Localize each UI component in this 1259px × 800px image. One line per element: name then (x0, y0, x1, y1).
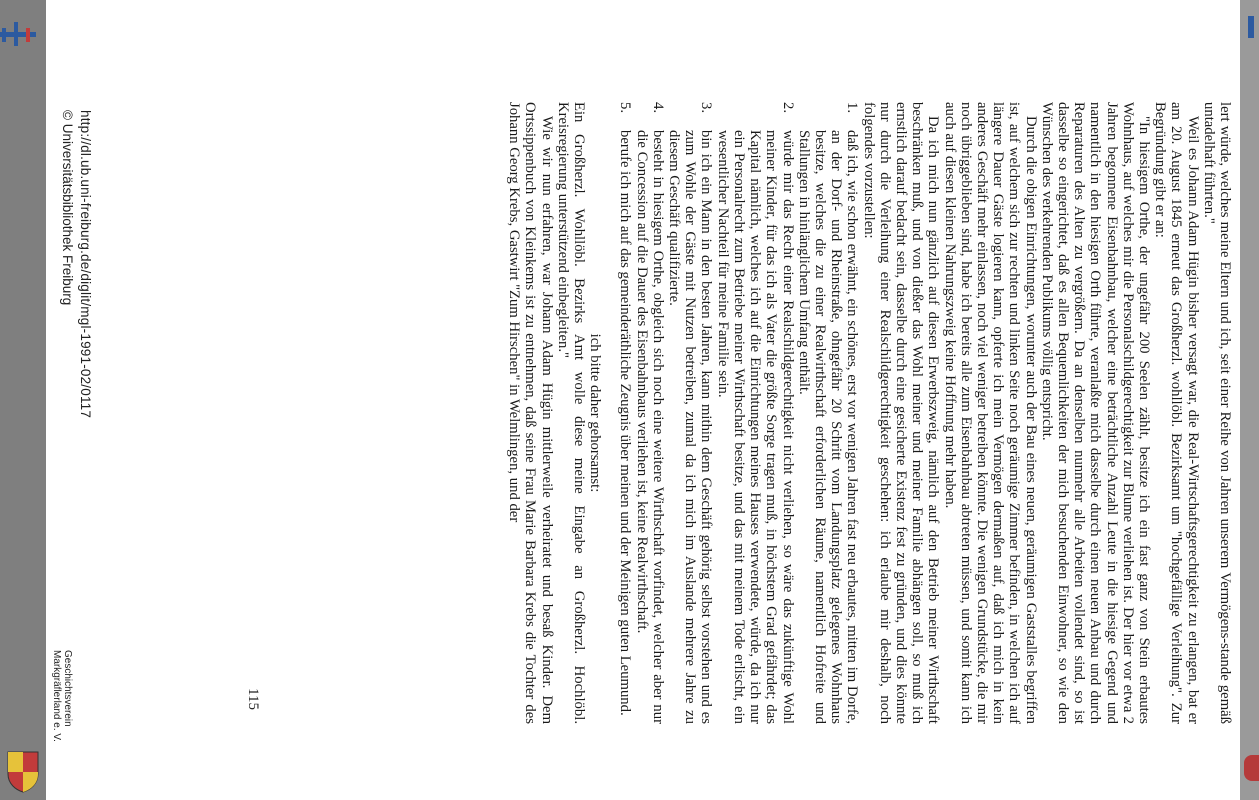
right-emblem-icon (1244, 755, 1259, 781)
rotated-page-content (51, 0, 1233, 800)
spacer (603, 102, 617, 724)
list-number: 4. (649, 102, 666, 114)
right-logo-bar-icon (1248, 16, 1254, 38)
list-item (666, 102, 715, 724)
coat-of-arms-icon (4, 748, 42, 794)
paragraph: Weil es Johann Adam Hügin bisher versagt war, die Real-Wirtschaftsgerechtigkeit zu erlangen, bat er am 20. August 1845 erneut das Großherzl. wohllöbl. Bezirksamt um "hochgefällige Verleihung". Zur Begründung gibt er an: (1152, 102, 1201, 724)
numbered-list (617, 102, 860, 724)
library-logo-icon (0, 16, 36, 52)
closing-request: ich bitte daher gehorsamst: (587, 333, 604, 493)
list-number: 1. (844, 102, 861, 114)
list-text: würde mir das Recht einer Realschildgerechtigkeit nicht verliehen, so wäre das zukünftige Wohl meiner Kinder, für das ich als Vater die größte Sorge tragen muß, in höchstem Grad gefährdet; das Kapital nämlich, welches ich auf die Einrichtungen meines Hauses verwendete, würde, da ich nur ein Personalrecht zum Betriebe meiner Wirthschaft besitze, und das mit meinem Tode erlischt, ein wesentlicher Nachteil für meine Familie sein. (714, 130, 796, 724)
society-line: Markgräflerland e. V. (51, 650, 62, 742)
paragraph: lert würde, welches meine Eltern und ich, seit einer Reihe von Jahren unserem Vermögens-stande gemäß untadelhaft führten." (1200, 102, 1233, 724)
paragraph: Da ich mich nun gänzlich auf diesen Erwerbszweig, nämlich auf den Betrieb meiner Wirthschaft beschränken muß, und von dießer das Wohl meiner und meiner Familie abhängen soll, so muß ich ernstlich darauf bedacht sein, dasselbe durch eine gesicherte Existenz fest zu gründen, und dies könnte nur durch die Verleihung einer Realschildgerechtigkeit geschehen: ich erlaube mir deshalb, noch folgendes vorzustellen: (860, 102, 942, 724)
list-text: daß ich, wie schon erwähnt, ein schönes, erst vor wenigen Jahren fast neu erbautes, mitten im Dorfe, an der Dorf- und Rheinstraße, ohngefähr 20 Schritt vom Landungsplatz gelegenes Wohnhaus besitze, welches die zu einer Realwirthschaft erforderlichen Räume, namentlich Hofreite und Stallungen in hinlänglichem Umfang enthält. (795, 130, 861, 724)
list-text: bin ich ein Mann in den besten Jahren, kann mithin dem Geschäft gehörig selbst vorstehen und es zum Wohle der Gäste mit Nutzen betreiben, zumal da ich mich im Auslande mehrere Jahre zu diesem Geschäft qualifizierte. (666, 130, 715, 724)
list-item (715, 102, 796, 724)
copyright-notice: © Universitätsbibliothek Freiburg (60, 110, 75, 306)
paragraph: Ein Großherzl. Wohllöbl. Bezirks Amt wolle diese meine Eingabe an Großherzl. Hochlöbl. Kreisregierung unterstützend einbegleiten." (554, 102, 588, 724)
document-page (46, 0, 1240, 800)
viewer-right-margin (1240, 0, 1259, 800)
society-name (51, 650, 73, 742)
list-item (796, 102, 861, 724)
viewer-left-margin (0, 0, 46, 800)
list-number: 3. (698, 102, 715, 114)
list-item (617, 102, 633, 724)
list-item (633, 102, 665, 724)
list-text: berufe ich mich auf das gemeinderäthliche Zeugnis über meinen und der Meinigen guten Leumund. (617, 130, 634, 716)
society-line: Geschichtsverein (62, 650, 73, 727)
document-body (506, 102, 1233, 724)
paragraph: Wie wir nun erfahren, war Johann Adam Hügin mittlerweile verheiratet und besaß Kinder. Dem Ortssippenbuch von Kleinkems ist zu entnehmen, daß seine Frau Marie Barbara Krebs die Tochter des Johann Georg Krebs, Gastwirt "Zum Hirschen" in Welmlingen, und der (506, 102, 555, 724)
list-number: 5. (617, 102, 634, 114)
list-text: besteht in hiesigem Orthe, obgleich sich noch eine weitere Wirthschaft vorfindet, welcher aber nur die Concession auf die Dauer des Eisenbahnbaus verliehen ist, keine Realwirthschaft. (633, 130, 666, 724)
page-number: 115 (245, 688, 261, 710)
source-url[interactable]: http://dl.ub.uni-freiburg.de/diglit/mgl-1991-02/0117 (78, 110, 93, 419)
paragraph: Durch die obigen Einrichtungen, worunter auch der Bau eines neuen, geräumigen Gaststalles begriffen ist, auf welchem sich zur rechten und linken Seite noch geräumige Zimmer befinden, in welchen ich auf längere Dauer Gäste logieren kann, opferte ich mein Vermögen dermaßen auf, daß ich mich in kein anderes Geschäft mehr einlassen, noch viel weniger betreiben könnte. Die wenigen Grundstücke, die mir noch übriggeblieben sind, habe ich bereits alle zum Eisenbahnbau abtreten müssen, und somit kann ich auch auf diesen kleinen Nahrungszweig keine Hoffnung mehr haben. (941, 102, 1039, 724)
list-number: 2. (779, 102, 796, 114)
paragraph: "In hiesigem Orthe, der ungefähr 200 Seelen zählt, besitze ich ein fast ganz von Stein erbautes Wohnhaus, auf welches mir die Personalschildgerechtigkeit zur Blume verliehen ist. Der hier vor etwa 2 Jahren begonnene Eisenbahnbau, welcher eine beträchtliche Anzahl Leute in die hiesige Gegend und namentlich in den hiesigen Orth führte, veranlaßte mich dasselbe durch einen neuen Anbau und durch Reparaturen des Alten zu vergrößern. Da an denselben nunmehr alle Arbeiten vollendet sind, so ist dasselbe so eingerichtet, daß es allen Bequemlichkeiten der mich besuchenden Einwohner, so wie den Wünschen des verkehrenden Publikums völlig entspricht. (1038, 102, 1152, 724)
